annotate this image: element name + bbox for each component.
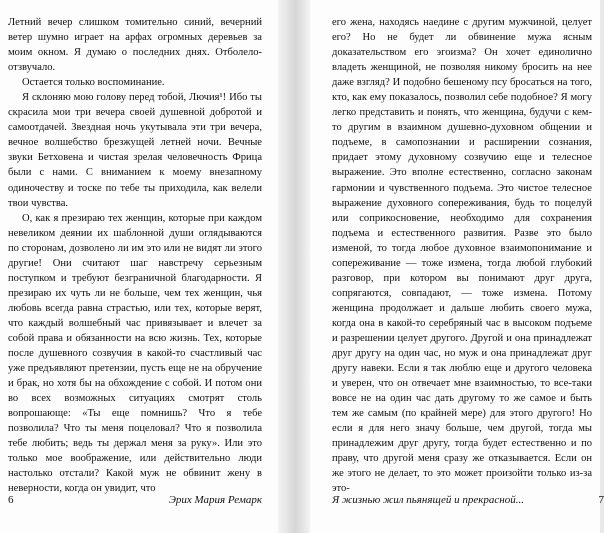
right-page-body (332, 15, 592, 497)
left-paragraph: Я склоняю мою голову перед тобой, Лючия¹! Ибо ты скрасила мои три вечера своей душевной добротой и самоотдачей. Звездная ночь укутывала эти три вечера, вечное волшебство брезжущей летней ночи. Вечные звуки Бетховена и чистая зрелая человечность Фрица были с нами. С вниманием к моему внезапному одиночеству и тоске по тебе ты приходила, как велели твои чувства. (8, 92, 262, 209)
book-gutter (278, 0, 310, 533)
right-paragraph: его жена, находясь наедине с другим мужчиной, целует его? Но не будет ли обвинение мужа ясным доказательством его эгоизма? Он хочет единолично владеть женщиной, не позволяя никому бросить на нее даже взгляд? И подобно бешеному псу бросаться на того, кто, как ему показалось, позволил себе подобное? Я могу легко представить и понять, что женщина, будучи с кем-то другим в взаимном душевно-духовном общении и подъеме, в самопознании и расширении сознания, придает этому духовному созвучию еще и телесное выражение. Это вполне естественно, согласно законам гармонии и чувственного подъема. Это чистое телесное выражение духовного сопереживания, будь то поцелуй или соприкосновение, необходимо для сохранения подъема и естественного развития. Разве это было изменой, то тогда любое духовное взаимопонимание и сопереживание — тоже измена, тогда любой глубокий разговор, при котором вы понимают друг друга, сопрягаются, совпадают, — тоже измена. Потому женщина продолжает и дальше любить своего мужа, когда она в какой-то серебряный час в высоком подъеме и разрешении целует другого. Другой и она принадлежат друг другу на один час, но муж и она принадлежат друг другу навеки. Если я так люблю еще и другого человека и уверен, что он отвечает мне взаимностью, то все-таки вовсе не на один час дать другому то же самое и быть тем же самым (по крайней мере) для этого другого! Но если я для него значу больше, чем другой, тогда мы принадлежим друг другу, тогда будет естественно и по праву, что другой меня сразу же отказывается. Если он же этого не делает, то это может произойти только из-за это- (332, 17, 592, 495)
left-page-body (8, 15, 262, 497)
left-page (0, 0, 278, 533)
page-number: 7 (598, 494, 604, 506)
left-paragraph: Летний вечер слишком томительно синий, вечерний ветер шумно играет на арфах огромных деревьев за моим окном. Я думаю о последних днях. Отболело-отзвучало. (8, 17, 262, 74)
running-head: Я жизнью жил пьянящей и прекрасной... (332, 494, 525, 506)
page-number: 6 (8, 494, 14, 506)
right-page (310, 0, 604, 533)
left-paragraph: О, как я презираю тех женщин, которые при каждом невеликом деянии их шаблонной души оглядываются по сторонам, дозволено ли им это или не видят ли этого другие! Они считают шаг навстречу серьезным поступком и требуют безграничной благодарности. Я презираю их чуть ли не больше, чем тех женщин, чья любовь всегда равна страстью, или тех, которые верят, что каждый волшебный час привязывает и влечет за собой права и обязанности на всю жизнь. Тех, которые после душевного созвучия в какой-то счастливый час уже предъявляют претензии, пусть еще не на обручение и брак, но хотя бы на обхождение с собой. И потом они во всех возможных ситуациях смотрят столь вопрошающе: «Ты еще помнишь? Что я тебе позволила? Что ты меня поцеловал? Что я позволила тебе любить; ведь ты держал меня за руку». Или это только мое воображение, или действительно люди настолько отстали? Какой муж не обвинит жену в неверности, когда он увидит, что (8, 212, 262, 495)
left-paragraph: Остается только воспоминание. (22, 77, 165, 89)
running-head: Эрих Мария Ремарк (168, 494, 262, 506)
